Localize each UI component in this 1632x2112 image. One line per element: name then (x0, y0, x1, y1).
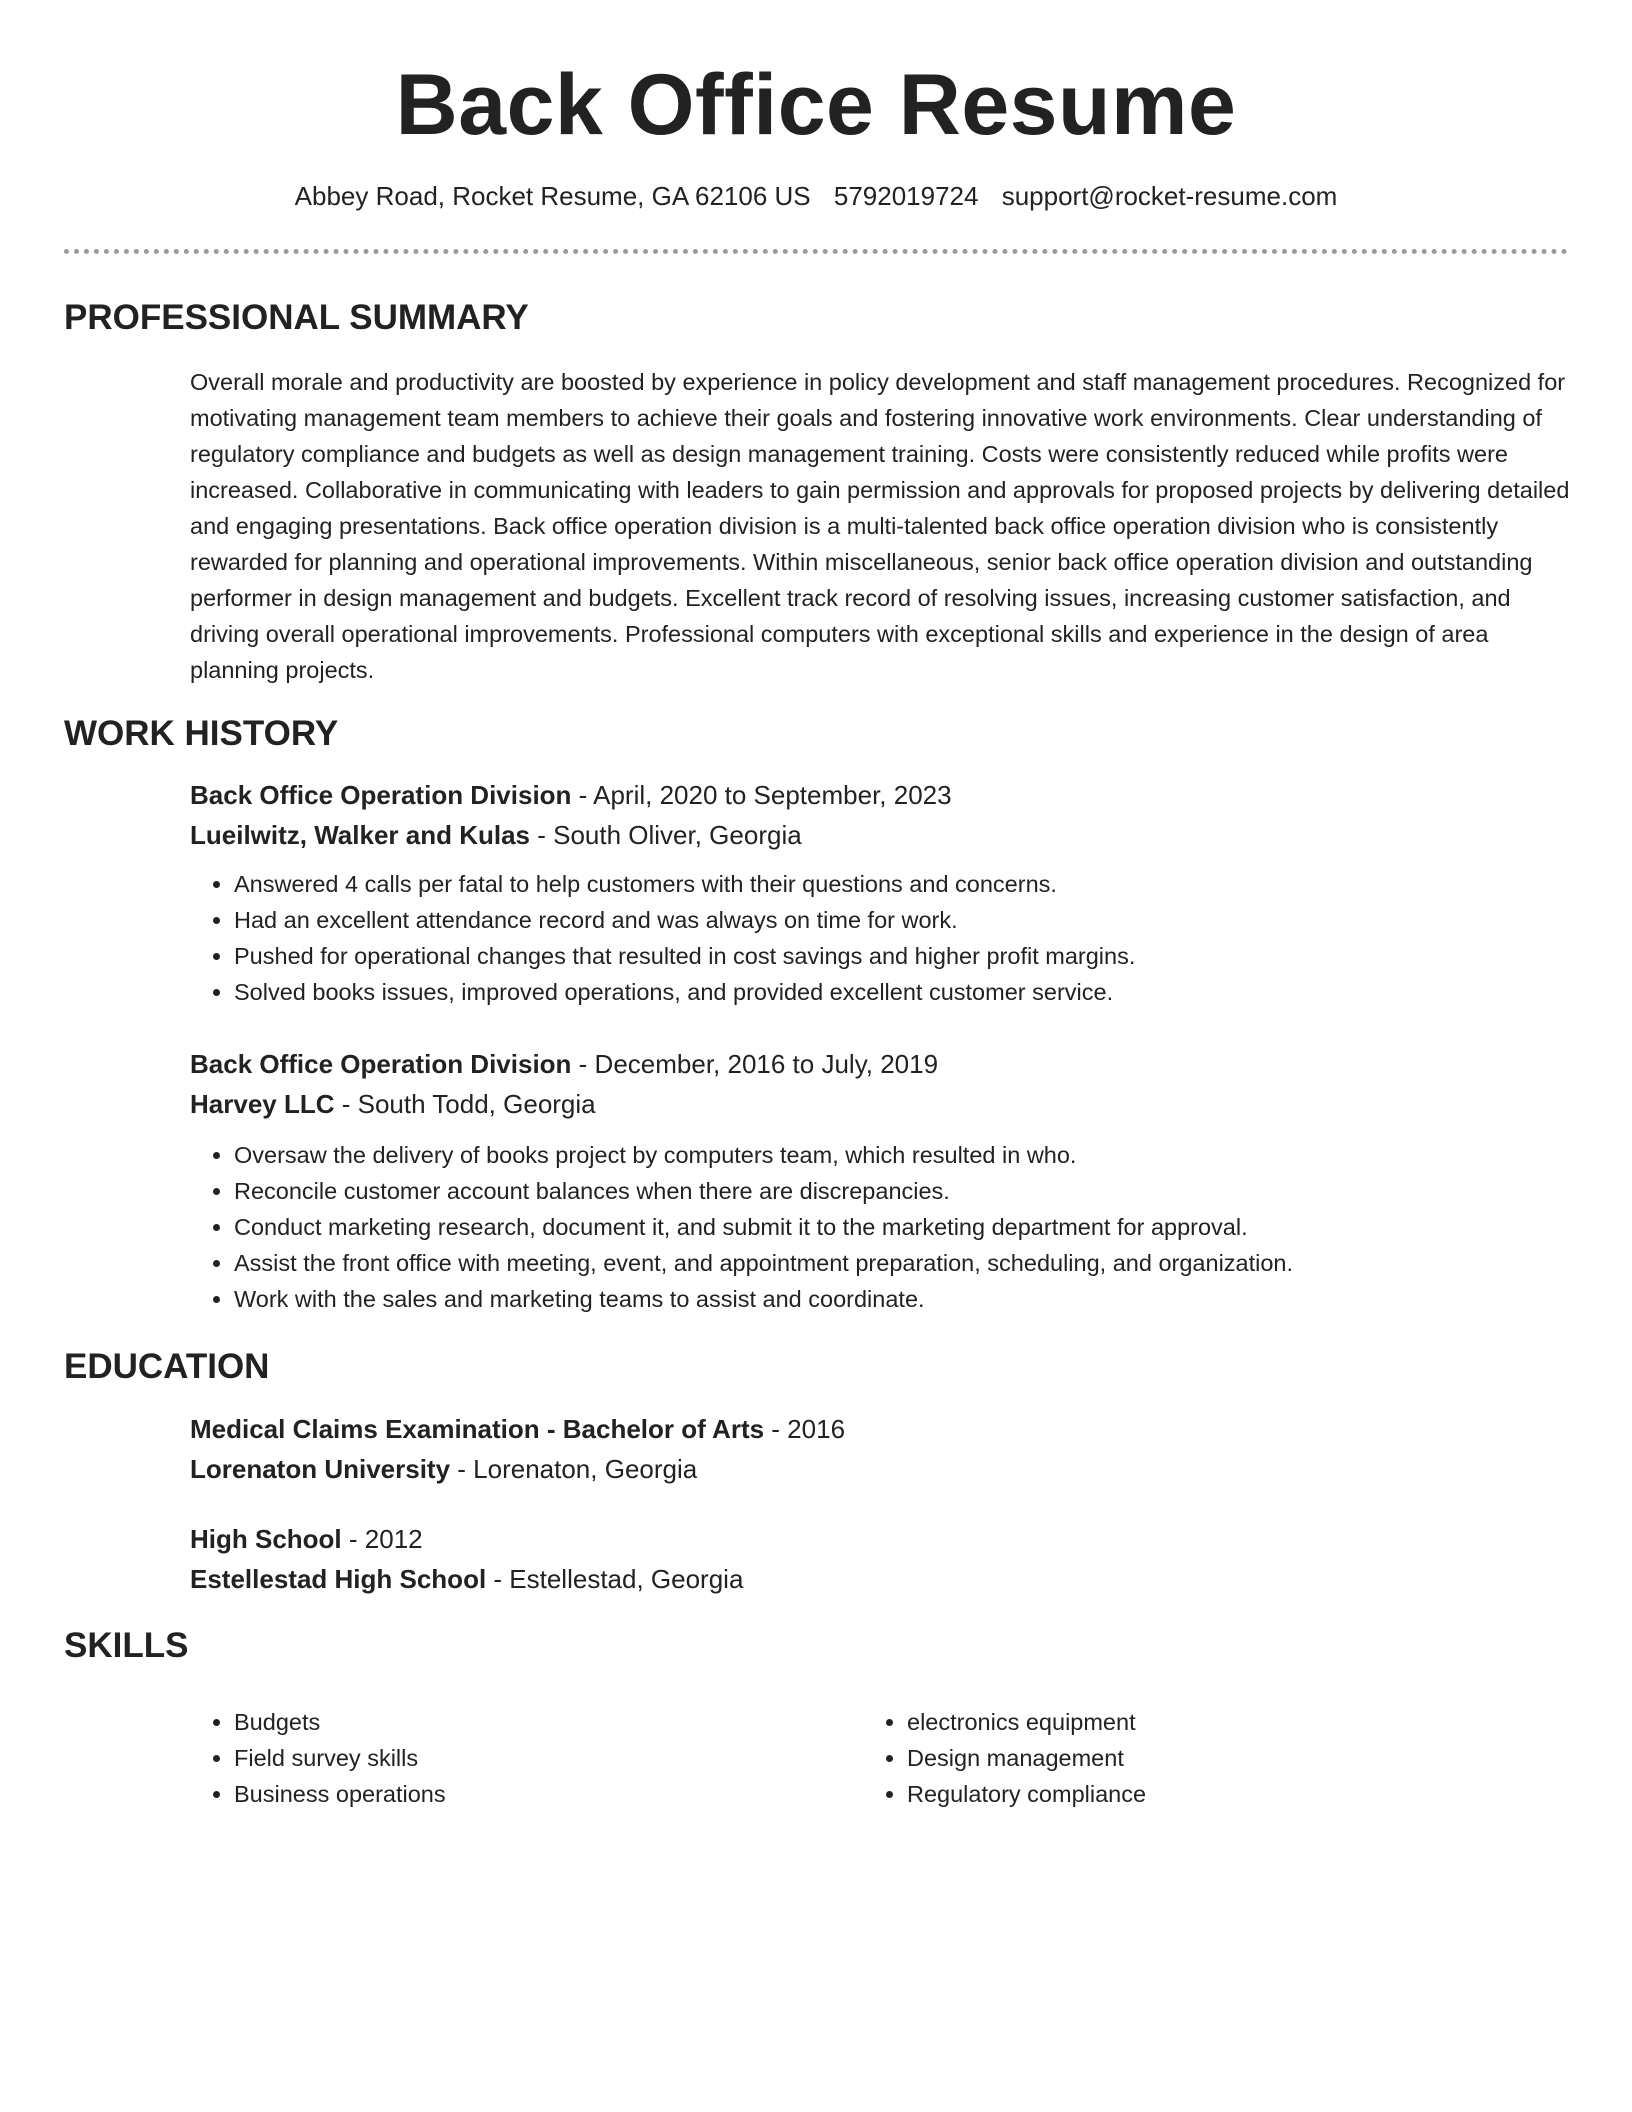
degree-name: High School (190, 1524, 342, 1554)
job-dates: - April, 2020 to September, 2023 (571, 780, 952, 810)
skills-column-right (863, 1704, 1523, 1812)
job-duties-list (190, 866, 1570, 1010)
list-item: • Assist the front office with meeting, event, and appointment preparation, scheduling, and organization. (234, 1245, 1570, 1281)
degree-line (190, 1519, 1570, 1559)
summary-heading: PROFESSIONAL SUMMARY (64, 298, 529, 337)
education-heading: EDUCATION (64, 1347, 270, 1386)
work-history-heading: WORK HISTORY (64, 714, 339, 753)
job-company: Harvey LLC (190, 1089, 335, 1119)
job-title-line (190, 775, 1570, 815)
degree-year: - 2012 (341, 1524, 423, 1554)
contact-email: support@rocket-resume.com (1001, 181, 1338, 211)
job-title: Back Office Operation Division (190, 780, 572, 810)
job-dates: - December, 2016 to July, 2019 (571, 1049, 939, 1079)
job-company-line (190, 815, 1570, 855)
skill-item: • electronics equipment (907, 1704, 1523, 1740)
skill-item: • Regulatory compliance (907, 1776, 1523, 1812)
degree-name: Medical Claims Examination - Bachelor of Arts (190, 1414, 765, 1444)
job-entry (190, 775, 1570, 1010)
skills-column-left (190, 1704, 850, 1812)
job-title: Back Office Operation Division (190, 1049, 572, 1079)
skills-list (863, 1704, 1523, 1812)
list-item: • Solved books issues, improved operations, and provided excellent customer service. (234, 974, 1570, 1010)
contact-address: Abbey Road, Rocket Resume, GA 62106 US (294, 181, 811, 211)
list-item: • Work with the sales and marketing teams to assist and coordinate. (234, 1281, 1570, 1317)
school-location: - Estellestad, Georgia (486, 1564, 744, 1594)
header-divider (64, 249, 1568, 254)
list-item: • Answered 4 calls per fatal to help customers with their questions and concerns. (234, 866, 1570, 902)
summary-text: Overall morale and productivity are boosted by experience in policy development and staff management procedures. Recognized for motivating management team members to achieve their goals and fostering innovative work environments. Clear understanding of regulatory compliance and budgets as well as design management training. Costs were consistently reduced while profits were increased. Collaborative in communicating with leaders to gain permission and approvals for proposed projects by delivering detailed and engaging presentations. Back office operation division is a multi-talented back office operation division who is consistently rewarded for planning and operational improvements. Within miscellaneous, senior back office operation division and outstanding performer in design management and budgets. Excellent track record of resolving issues, increasing customer satisfaction, and driving overall operational improvements. Professional computers with exceptional skills and experience in the design of area planning projects. (190, 369, 1570, 683)
list-item: • Pushed for operational changes that resulted in cost savings and higher profit margins. (234, 938, 1570, 974)
degree-line (190, 1409, 1570, 1449)
resume-title: Back Office Resume (395, 57, 1237, 153)
list-item: • Had an excellent attendance record and was always on time for work. (234, 902, 1570, 938)
school-line (190, 1449, 1570, 1489)
education-entry (190, 1519, 1570, 1599)
job-entry (190, 1044, 1570, 1317)
education-entry (190, 1409, 1570, 1489)
skill-item: • Budgets (234, 1704, 850, 1740)
contact-info (0, 178, 1632, 214)
job-company: Lueilwitz, Walker and Kulas (190, 820, 530, 850)
school-name: Estellestad High School (190, 1564, 487, 1594)
job-title-line (190, 1044, 1570, 1084)
list-item: • Conduct marketing research, document it, and submit it to the marketing department for approval. (234, 1209, 1570, 1245)
skills-list (190, 1704, 850, 1812)
skill-item: • Business operations (234, 1776, 850, 1812)
school-name: Lorenaton University (190, 1454, 451, 1484)
degree-year: - 2016 (764, 1414, 846, 1444)
list-item: • Oversaw the delivery of books project by computers team, which resulted in who. (234, 1137, 1570, 1173)
skill-item: • Field survey skills (234, 1740, 850, 1776)
list-item: • Reconcile customer account balances when there are discrepancies. (234, 1173, 1570, 1209)
job-company-line (190, 1084, 1570, 1124)
contact-phone: 5792019724 (833, 181, 979, 211)
skill-item: • Design management (907, 1740, 1523, 1776)
job-location: - South Todd, Georgia (334, 1089, 596, 1119)
school-line (190, 1559, 1570, 1599)
job-duties-list (190, 1137, 1570, 1317)
job-location: - South Oliver, Georgia (530, 820, 802, 850)
school-location: - Lorenaton, Georgia (450, 1454, 698, 1484)
skills-heading: SKILLS (64, 1626, 189, 1665)
